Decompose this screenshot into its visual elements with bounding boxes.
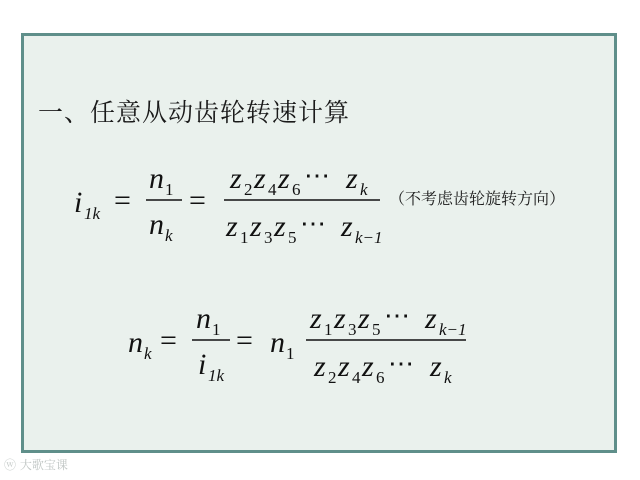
svg-text:2: 2 <box>328 368 337 387</box>
svg-text:z: z <box>430 350 442 383</box>
svg-text:k−1: k−1 <box>355 228 383 247</box>
slide-frame <box>21 33 617 453</box>
svg-text:1: 1 <box>286 344 295 363</box>
speed-symbol-nk <box>128 326 152 363</box>
svg-text:6: 6 <box>376 368 385 387</box>
svg-text:1: 1 <box>324 320 333 339</box>
svg-text:z: z <box>254 162 266 195</box>
svg-text:1: 1 <box>212 320 221 339</box>
svg-text:1: 1 <box>240 228 249 247</box>
speed-ratio-fraction-1 <box>146 162 182 245</box>
svg-text:n: n <box>149 162 164 195</box>
watermark-logo-icon: ⓦ <box>4 458 17 472</box>
svg-text:i: i <box>74 186 83 219</box>
svg-text:n: n <box>270 326 285 359</box>
watermark <box>4 456 68 473</box>
svg-text:3: 3 <box>348 320 357 339</box>
svg-text:n: n <box>196 302 211 335</box>
svg-text:⋯: ⋯ <box>388 349 414 378</box>
equals-sign-1: = <box>114 184 131 217</box>
svg-text:z: z <box>274 210 286 243</box>
svg-text:z: z <box>341 210 353 243</box>
svg-text:⋯: ⋯ <box>384 301 410 330</box>
svg-text:k: k <box>144 344 152 363</box>
svg-text:n: n <box>128 326 143 359</box>
equals-sign-3: = <box>160 324 177 357</box>
svg-text:3: 3 <box>264 228 273 247</box>
svg-text:z: z <box>250 210 262 243</box>
svg-text:z: z <box>338 350 350 383</box>
ratio-symbol-i1k <box>74 186 101 223</box>
svg-text:k: k <box>360 180 368 199</box>
gear-ratio-formula <box>64 154 384 250</box>
svg-text:⋯: ⋯ <box>304 161 330 190</box>
svg-text:k−1: k−1 <box>439 320 467 339</box>
teeth-product-fraction-1 <box>224 161 383 247</box>
svg-text:1k: 1k <box>208 366 225 385</box>
svg-text:k: k <box>444 368 452 387</box>
svg-text:z: z <box>358 302 370 335</box>
equals-sign-2: = <box>189 184 206 217</box>
svg-text:z: z <box>278 162 290 195</box>
equals-sign-4: = <box>236 324 253 357</box>
svg-text:k: k <box>165 226 173 245</box>
svg-text:5: 5 <box>372 320 381 339</box>
svg-text:z: z <box>346 162 358 195</box>
svg-text:1k: 1k <box>84 204 101 223</box>
svg-text:4: 4 <box>268 180 277 199</box>
svg-text:z: z <box>362 350 374 383</box>
svg-text:⋯: ⋯ <box>300 209 326 238</box>
svg-text:z: z <box>334 302 346 335</box>
svg-text:2: 2 <box>244 180 253 199</box>
speed-ratio-fraction-2 <box>192 302 230 385</box>
svg-text:i: i <box>198 348 207 381</box>
svg-text:z: z <box>226 210 238 243</box>
driven-speed-formula <box>120 294 470 390</box>
page-title: 一、任意从动齿轮转速计算 <box>38 98 351 127</box>
svg-text:6: 6 <box>292 180 301 199</box>
svg-text:5: 5 <box>288 228 297 247</box>
svg-text:n: n <box>149 208 164 241</box>
teeth-product-fraction-2 <box>306 301 467 387</box>
svg-text:1: 1 <box>165 180 174 199</box>
svg-text:z: z <box>314 350 326 383</box>
svg-text:z: z <box>310 302 322 335</box>
watermark-text: 大歌宝课 <box>19 458 68 472</box>
svg-text:z: z <box>230 162 242 195</box>
direction-note: （不考虑齿轮旋转方向） <box>389 189 566 208</box>
svg-text:z: z <box>425 302 437 335</box>
coefficient-n1 <box>270 326 295 363</box>
svg-text:4: 4 <box>352 368 361 387</box>
